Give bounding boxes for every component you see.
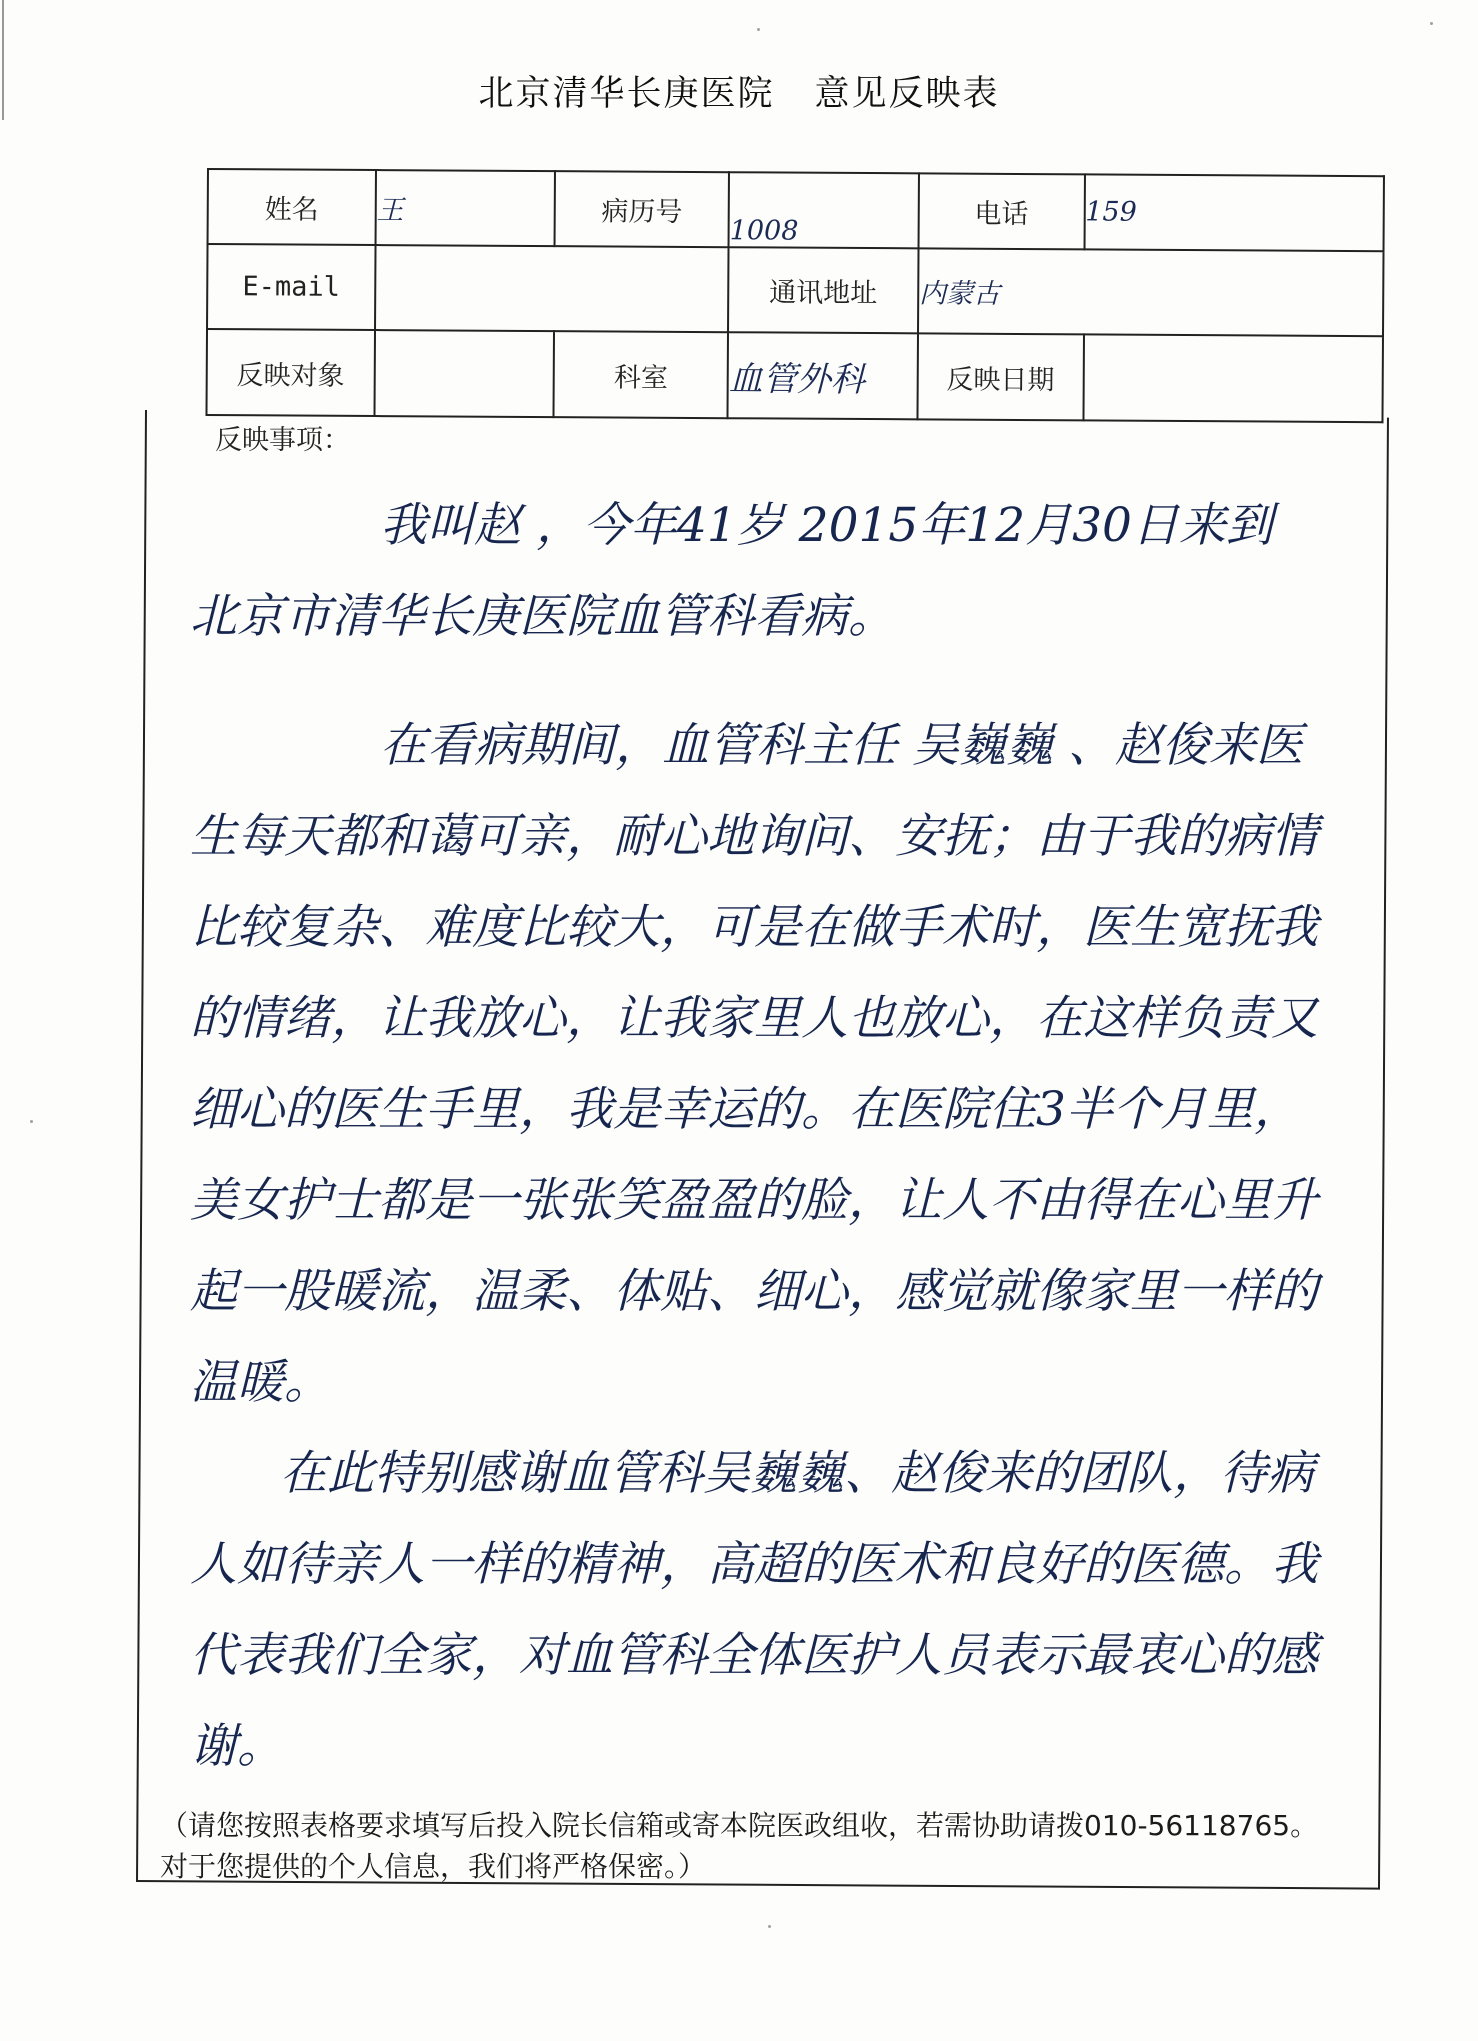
name-value: 王 bbox=[375, 170, 555, 246]
target-label: 反映对象 bbox=[206, 329, 374, 416]
email-value bbox=[375, 245, 729, 333]
info-table bbox=[205, 168, 1384, 423]
address-label: 通讯地址 bbox=[728, 247, 918, 334]
handwritten-letter bbox=[190, 480, 1320, 1792]
scan-speck bbox=[30, 1120, 33, 1123]
record-label: 病历号 bbox=[555, 171, 729, 247]
scan-speck bbox=[768, 1925, 771, 1928]
page-title bbox=[0, 66, 1478, 116]
letter-paragraph-3: 在此特别感谢血管科吴巍巍、赵俊来的团队，待病人如待亲人一样的精神，高超的医术和良好的医德。我代表我们全家，对血管科全体医护人员表示最衷心的感谢。 bbox=[190, 1446, 1318, 1774]
title-form: 意见反映表 bbox=[814, 74, 1000, 114]
letter-line-2: 北京市清华长庚医院血管科看病。 bbox=[190, 589, 895, 644]
address-value: 内蒙古 bbox=[918, 248, 1384, 336]
dept-label: 科室 bbox=[554, 332, 728, 419]
privacy-notice: （请您按照表格要求填写后投入院长信箱或寄本院医政组收，若需协助请拨010-56118765。对于您提供的个人信息，我们将严格保密。） bbox=[160, 1809, 1319, 1883]
name-label: 姓名 bbox=[208, 169, 376, 245]
scan-speck bbox=[757, 28, 760, 31]
email-label: E-mail bbox=[207, 244, 375, 331]
items-label: 反映事项： bbox=[215, 425, 350, 456]
dept-value: 血管外科 bbox=[728, 333, 918, 420]
letter-line-1: 我叫赵 ，今年41岁 2015年12月30日来到 bbox=[380, 498, 1273, 553]
letter-paragraph-2: 在看病期间，血管科主任 吴巍巍 、赵俊来医生每天都和蔼可亲，耐心地询问、安抚；由于我的病情比较复杂、难度比较大，可是在做手术时，医生宽抚我的情绪，让我放心，让我家里人也放心，在这样负责又细心的医生手里，我是幸运的。在医院住3半个月里，美女护士都是一张张笑盈盈的脸，让人不由得在心里升起一股暖流，温柔、体贴、细心，感觉就像家里一样的温暖。 bbox=[190, 718, 1318, 1410]
record-value: 1008 bbox=[729, 172, 919, 248]
date-value bbox=[1083, 335, 1383, 422]
phone-label: 电话 bbox=[918, 173, 1084, 249]
scan-speck bbox=[1430, 22, 1433, 25]
target-value bbox=[374, 330, 554, 417]
phone-value: 159 bbox=[1084, 174, 1384, 251]
date-label: 反映日期 bbox=[917, 334, 1083, 421]
title-hospital: 北京清华长庚医院 bbox=[478, 74, 775, 114]
